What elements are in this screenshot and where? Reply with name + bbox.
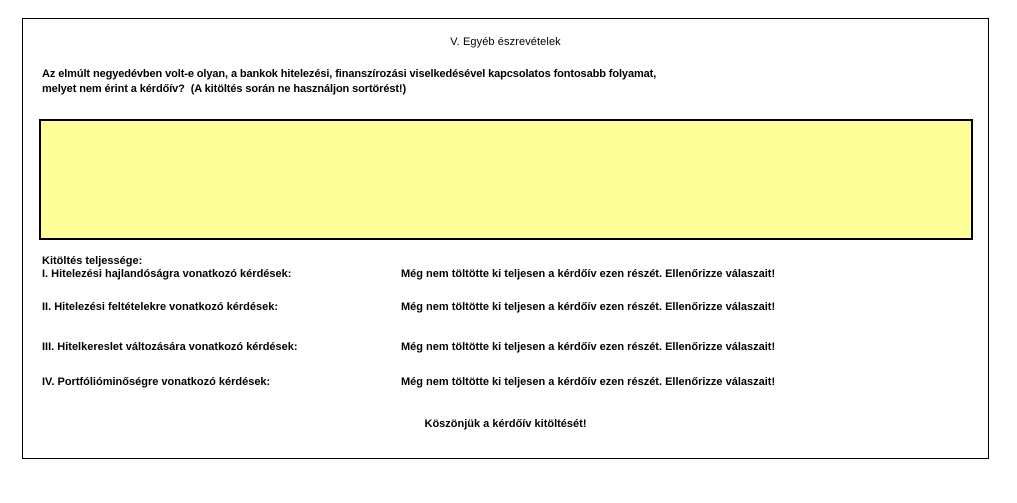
completeness-row-label-4: IV. Portfólióminőségre vonatkozó kérdések: — [42, 376, 271, 388]
section-title: V. Egyéb észrevételek — [450, 36, 561, 48]
completeness-row-label-3: III. Hitelkereslet változására vonatkozó kérdések: — [42, 341, 298, 353]
completeness-row-status-3: Még nem töltötte ki teljesen a kérdőív ezen részét. Ellenőrizze válaszait! — [401, 341, 776, 353]
question-text: Az elmúlt negyedévben volt-e olyan, a bankok hitelezési, finanszírozási viselkedésével kapcsolatos fontosabb folyamat, melyet nem érint a kérdőív? (A kitöltés során ne használjon sortörést!) — [42, 68, 657, 95]
completeness-row-label-2: II. Hitelezési feltételekre vonatkozó kérdések: — [42, 301, 278, 313]
completeness-row-status-2: Még nem töltötte ki teljesen a kérdőív ezen részét. Ellenőrizze válaszait! — [401, 301, 776, 313]
completeness-row-label-1: I. Hitelezési hajlandóságra vonatkozó kérdések: — [42, 268, 292, 280]
completeness-heading: Kitöltés teljessége: — [42, 255, 143, 267]
completeness-row-status-1: Még nem töltötte ki teljesen a kérdőív ezen részét. Ellenőrizze válaszait! — [401, 268, 776, 280]
answer-input[interactable] — [39, 119, 973, 240]
thank-you-text: Köszönjük a kérdőív kitöltését! — [424, 418, 587, 430]
completeness-row-status-4: Még nem töltötte ki teljesen a kérdőív ezen részét. Ellenőrizze válaszait! — [401, 376, 776, 388]
survey-form-frame — [22, 18, 989, 459]
